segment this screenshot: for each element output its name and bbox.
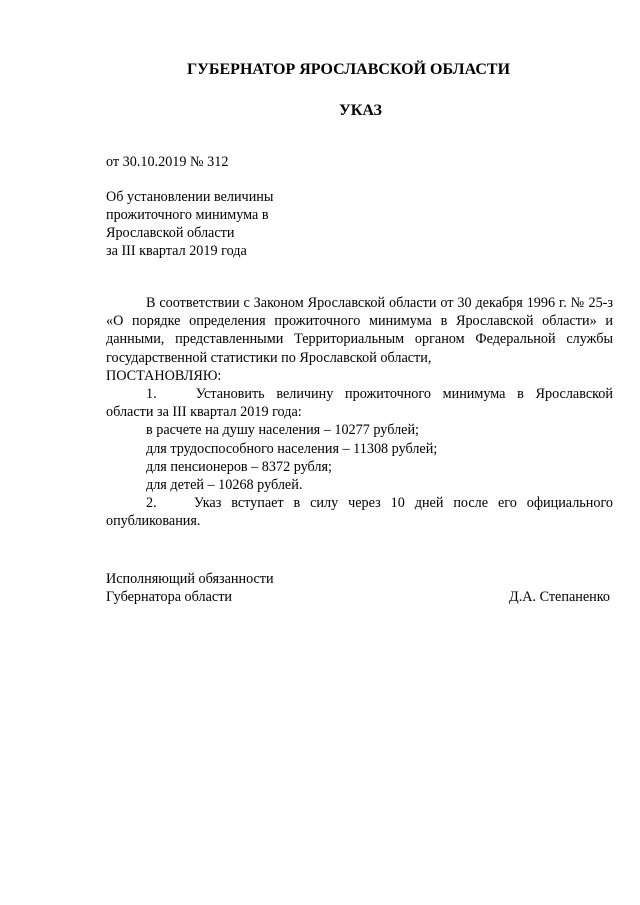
amount-children: для детей – 10268 рублей. (146, 477, 303, 494)
signature-position (106, 570, 274, 606)
amount-per-capita: в расчете на душу населения – 10277 рублей; (146, 422, 419, 439)
document-type-heading: УКАЗ (339, 102, 382, 119)
amount-pensioners: для пенсионеров – 8372 рубля; (146, 458, 332, 475)
subject-line: за III квартал 2019 года (106, 243, 247, 259)
signature-position-line: Исполняющий обязанности (106, 571, 274, 587)
item-2 (106, 494, 613, 530)
preamble-paragraph: В соответствии с Законом Ярославской области от 30 декабря 1996 г. № 25-з «О порядке определения прожиточного минимума в Ярославской области» и данными, представленными Территориальным органом Федеральной службы государственной статистики по Ярославской области, (106, 295, 613, 366)
item-1-number: 1. (146, 386, 157, 403)
date-number: от 30.10.2019 № 312 (106, 154, 229, 170)
signer-name: Д.А. Степаненко (509, 589, 610, 605)
item-1-text: Установить величину прожиточного минимума в Ярославской области за III квартал 2019 года: (106, 386, 613, 421)
decree-word: ПОСТАНОВЛЯЮ: (106, 367, 222, 384)
subject-line: Ярославской области (106, 225, 235, 241)
signature-position-line: Губернатора области (106, 589, 232, 605)
item-1 (106, 385, 613, 421)
authority-heading: ГУБЕРНАТОР ЯРОСЛАВСКОЙ ОБЛАСТИ (187, 61, 511, 78)
subject-block (106, 188, 273, 260)
decree-body (106, 294, 613, 531)
subject-line: прожиточного минимума в (106, 207, 269, 223)
item-2-text: Указ вступает в силу через 10 дней после его официального опубликования. (106, 495, 614, 530)
amount-working-age: для трудоспособного населения – 11308 рублей; (146, 440, 438, 457)
item-2-number: 2. (146, 495, 157, 512)
subject-line: Об установлении величины (106, 189, 274, 205)
